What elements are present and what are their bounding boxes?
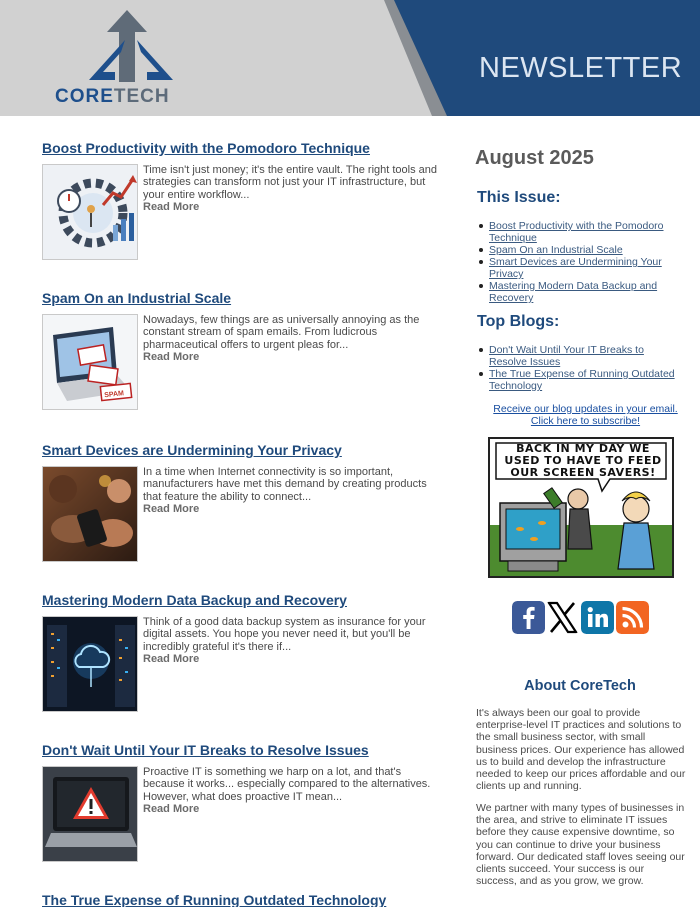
about-paragraph: We partner with many types of businesses in the area, and strive to eliminate IT issues before they cause expensive downtime, so you can continue to drive your business forward. Our dedicated staff loves seeing our clients succeed. Your success is our success, and as you grow, we grow. [476,802,685,888]
linkedin-icon[interactable] [581,601,614,634]
article-card [42,592,437,665]
article-title-link[interactable]: Don't Wait Until Your IT Breaks to Resolve Issues [42,742,369,758]
article-card [42,290,437,400]
x-icon[interactable] [546,601,579,634]
article-title-link[interactable]: Smart Devices are Undermining Your Privacy [42,442,342,458]
list-item[interactable]: Smart Devices are Undermining Your Privacy [477,256,677,280]
top-blogs-heading: Top Blogs: [477,313,560,330]
comic-strip[interactable] [488,437,674,578]
article-excerpt: Nowadays, few things are as universally annoying as the constant stream of spam emails. From ludicrous pharmaceutical offers to urgent pleas for... Read More [143,314,438,363]
logo-wordmark: CORETECH [55,86,170,107]
facebook-icon[interactable] [512,601,545,634]
about-heading: About CoreTech [524,678,636,694]
article-excerpt: Think of a good data backup system as insurance for your digital assets. You hope you never need it, but you'll be incredibly grateful it's there if... Read More [143,616,438,665]
list-item[interactable]: Don't Wait Until Your IT Breaks to Resolve Issues [477,344,677,368]
newsletter-header [0,0,700,116]
article-excerpt: Time isn't just money; it's the entire vault. The right tools and strategies can transform not just your IT infrastructure, but your entire workflow... Read More [143,164,438,213]
article-excerpt: In a time when Internet connectivity is so important, manufacturers have met this demand by creating products that feature the ability to connect... Read More [143,466,438,515]
list-item[interactable]: Spam On an Industrial Scale [477,244,677,256]
article-card [42,140,438,213]
svg-text:SPAM: SPAM [103,390,125,400]
list-item[interactable]: The True Expense of Running Outdated Technology [477,368,677,392]
article-card [42,442,437,515]
subscribe-link[interactable]: Receive our blog updates in your email. Click here to subscribe! [493,403,678,427]
article-title-link[interactable]: Boost Productivity with the Pomodoro Technique [42,140,370,156]
article-title-link[interactable]: The True Expense of Running Outdated Technology [42,892,387,907]
article-title-link[interactable]: Spam On an Industrial Scale [42,290,232,306]
data-backup-thumbnail[interactable] [42,616,138,712]
read-more-link[interactable]: Read More [143,350,200,363]
article-card [42,892,437,907]
this-issue-list [477,220,677,304]
article-card [42,742,437,815]
productivity-thumbnail[interactable] [42,164,138,260]
top-blogs-list [477,344,677,392]
about-paragraph: It's always been our goal to provide enterprise-level IT practices and solutions to the small business sector, with small business prices. Our experience has allowed us to build and develop the infrastructure needed to keep our prices affordable and our clients up and running. [476,707,686,793]
smart-devices-thumbnail[interactable] [42,466,138,562]
spam-thumbnail[interactable] [42,314,138,410]
read-more-link[interactable]: Read More [143,802,200,815]
read-more-link[interactable]: Read More [143,502,200,515]
newsletter-title: NEWSLETTER [479,52,683,84]
comic-caption: BACK IN MY DAY WE USED TO HAVE TO FEED OUR SCREEN SAVERS! [504,442,662,479]
list-item[interactable]: Mastering Modern Data Backup and Recovery [477,280,677,304]
it-issues-thumbnail[interactable] [42,766,138,862]
rss-icon[interactable] [616,601,649,634]
read-more-link[interactable]: Read More [143,652,200,665]
read-more-link[interactable]: Read More [143,200,200,213]
this-issue-heading: This Issue: [477,189,561,206]
article-title-link[interactable]: Mastering Modern Data Backup and Recovery [42,592,347,608]
issue-month: August 2025 [475,147,594,169]
list-item[interactable]: Boost Productivity with the Pomodoro Technique [477,220,677,244]
article-excerpt: Proactive IT is something we harp on a lot, and that's because it works... especially compared to the alternatives. However, what does proactive IT mean... Read More [143,766,438,815]
